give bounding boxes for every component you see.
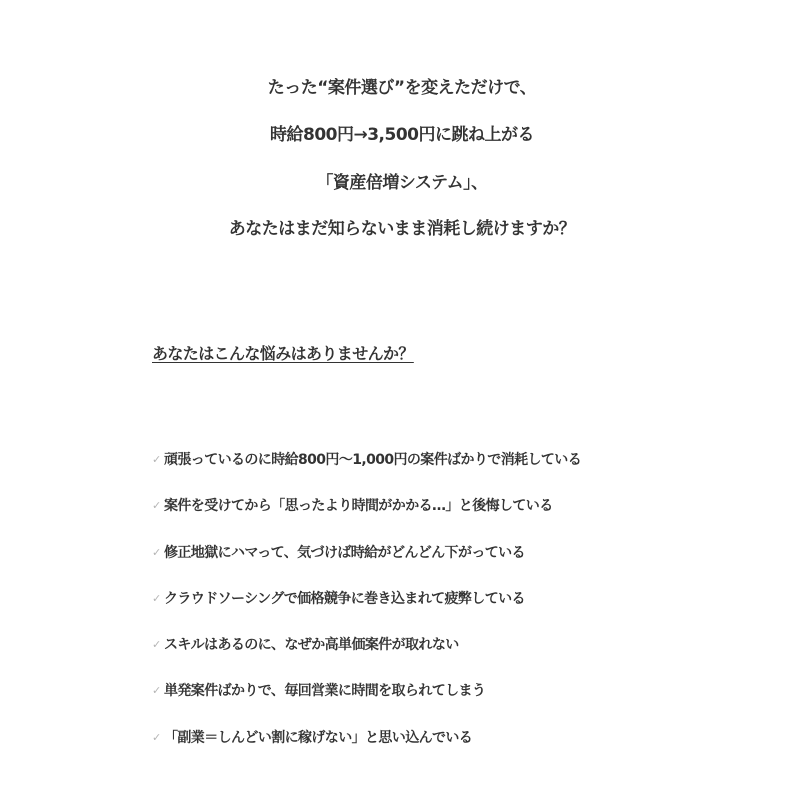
checkmark-icon: ✓: [152, 638, 162, 652]
checklist-item-text: 修正地獄にハマって、気づけば時給がどんどん下がっている: [164, 544, 525, 561]
checklist-item: [152, 679, 581, 725]
checklist-item-text: 単発案件ばかりで、毎回営業に時間を取られてしまう: [164, 683, 486, 700]
checklist-item-text: スキルはあるのに、なぜか高単価案件が取れない: [164, 637, 459, 654]
checklist-item-text: クラウドソーシングで価格競争に巻き込まれて疲弊している: [164, 590, 525, 607]
checklist-item-text: 案件を受けてから「思ったより時間がかかる…」と後悔している: [164, 498, 553, 515]
checklist-item-text: 頑張っているのに時給800円〜1,000円の案件ばかりで消耗している: [164, 452, 582, 468]
pain-points-checklist: [152, 448, 581, 772]
checklist-item: [152, 633, 581, 679]
checklist-item: [152, 541, 581, 587]
checklist-item: [152, 494, 581, 540]
checklist-item: [152, 726, 581, 772]
checkmark-icon: ✓: [152, 499, 162, 513]
checklist-item-text: 「副業＝しんどい割に稼げない」と思い込んでいる: [164, 729, 473, 746]
headline-line-4: あなたはまだ知らないまま消耗し続けますか？: [228, 219, 576, 239]
headline-line-1: たった“案件選び”を変えただけで、: [267, 78, 537, 98]
checklist-item: [152, 587, 581, 633]
checkmark-icon: ✓: [152, 730, 162, 744]
headline-line-2: 時給800円→3,500円に跳ね上がる: [269, 125, 534, 145]
checkmark-icon: ✓: [152, 545, 162, 559]
checkmark-icon: ✓: [152, 453, 162, 466]
checklist-item: [152, 448, 581, 494]
checkmark-icon: ✓: [152, 684, 162, 698]
headline-line-3: 「資産倍増システム」、: [316, 173, 488, 193]
checkmark-icon: ✓: [152, 591, 162, 605]
section-title: あなたはこんな悩みはありませんか？: [152, 344, 414, 363]
